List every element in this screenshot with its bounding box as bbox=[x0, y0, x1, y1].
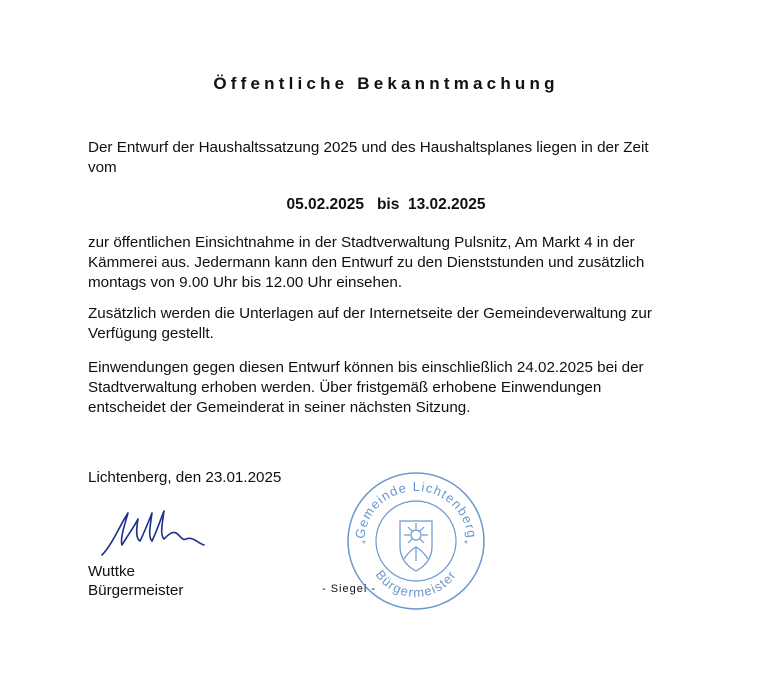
internet-paragraph: Zusätzlich werden die Unterlagen auf der Internetseite der Gemeindeverwaltung zur Verfügung gestellt. bbox=[88, 305, 652, 342]
svg-text:Gemeinde Lichtenberg: Gemeinde Lichtenberg bbox=[352, 478, 480, 540]
objections-paragraph: Einwendungen gegen diesen Entwurf können bis einschließlich 24.02.2025 bei der Stadtverwaltung erhoben werden. Über fristgemäß erhobene Einwendungen entscheidet der Gemeinderat in seiner nächsten Sitzung. bbox=[88, 359, 644, 416]
municipal-seal-stamp bbox=[340, 463, 492, 615]
signer-role: Bürgermeister bbox=[88, 582, 184, 599]
seal-caption: - Siegel - bbox=[322, 583, 377, 595]
notice-title: Öffentliche Bekanntmachung bbox=[213, 74, 559, 93]
intro-paragraph: Der Entwurf der Haushaltssatzung 2025 und des Haushaltsplanes liegen in der Zeit vom bbox=[88, 139, 649, 176]
place-date: Lichtenberg, den 23.01.2025 bbox=[88, 469, 282, 486]
svg-text:*: * bbox=[362, 539, 366, 550]
inspection-paragraph: zur öffentlichen Einsichtnahme in der Stadtverwaltung Pulsnitz, Am Markt 4 in der Kämmerei aus. Jedermann kann den Entwurf zu den Dienststunden und zusätzlich montags von 9.00 Uhr bis 12.00 Uhr einsehen. bbox=[88, 234, 645, 291]
svg-text:Bürgermeister: Bürgermeister bbox=[372, 567, 460, 601]
signer-name: Wuttke bbox=[88, 563, 135, 580]
handwritten-signature bbox=[98, 505, 208, 561]
inspection-period: 05.02.2025 bis 13.02.2025 bbox=[286, 196, 486, 213]
svg-text:*: * bbox=[464, 539, 468, 550]
